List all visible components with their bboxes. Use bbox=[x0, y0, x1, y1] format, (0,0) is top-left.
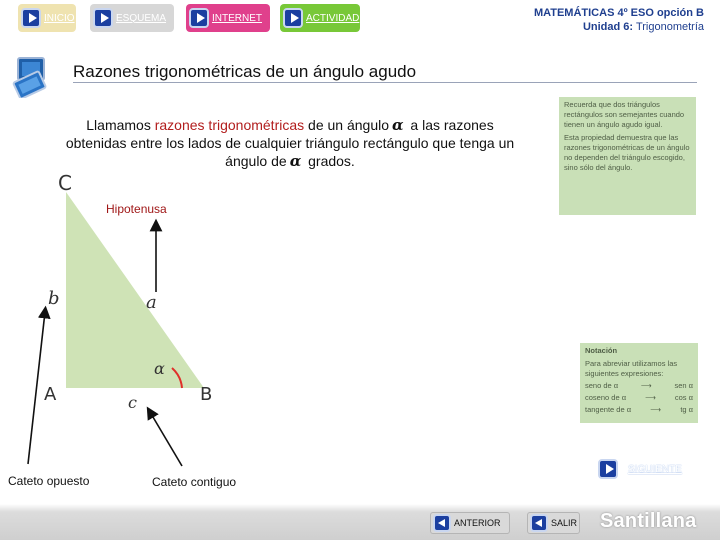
arrow-icon: ⟶ bbox=[645, 393, 656, 402]
side-a-label: a bbox=[146, 292, 157, 313]
page-title: Razones trigonométricas de un ángulo agudo bbox=[73, 62, 417, 81]
intro-part3: a las razones obtenidas entre los lados de cualquier triángulo rectángulo que tenga un ángulo de bbox=[65, 117, 515, 169]
actividad-label: ACTIVIDAD bbox=[306, 12, 360, 24]
arrow-icon: ⟶ bbox=[650, 405, 662, 414]
notation-abbr: tg α bbox=[680, 405, 693, 414]
vertex-b-label: B bbox=[200, 384, 213, 405]
anterior-button[interactable] bbox=[430, 512, 510, 534]
notation-term: coseno de α bbox=[585, 393, 627, 402]
vertex-c-label: C bbox=[58, 171, 72, 195]
notation-abbr: sen α bbox=[674, 381, 693, 390]
intro-part4: grados. bbox=[304, 153, 355, 169]
side-b-label: b bbox=[48, 288, 60, 309]
vertex-a-label: A bbox=[44, 384, 57, 405]
cateto-contiguo-arrow bbox=[150, 412, 182, 466]
notation-text: Para abreviar utilizamos las siguientes expresiones: bbox=[585, 359, 678, 378]
back-arrow-icon bbox=[433, 514, 451, 532]
salir-label: SALIR bbox=[551, 518, 578, 528]
side-c-label: c bbox=[128, 393, 137, 410]
course-title: MATEMÁTICAS 4º ESO opción B bbox=[533, 7, 704, 19]
arrow-icon: ⟶ bbox=[640, 381, 652, 390]
notation-term: seno de α bbox=[585, 381, 619, 390]
intro-part2: de un ángulo bbox=[304, 117, 389, 133]
intro-part1: Llamamos bbox=[86, 117, 155, 133]
anterior-label: ANTERIOR bbox=[454, 518, 501, 528]
play-icon bbox=[598, 459, 618, 479]
siguiente-button[interactable] bbox=[598, 458, 682, 480]
santillana-logo: Santillana bbox=[600, 510, 697, 532]
cateto-opuesto-arrow bbox=[28, 312, 45, 464]
siguiente-label: SIGUIENTE bbox=[628, 463, 682, 475]
angle-alpha-label: α bbox=[154, 359, 165, 378]
hipotenusa-label: Hipotenusa bbox=[106, 202, 167, 216]
reminder-paragraph-2: Esta propiedad demuestra que las razones trigonométricas de un ángulo no dependen del triángulo escogido, sino sólo del ángulo. bbox=[564, 133, 690, 172]
internet-label: INTERNET bbox=[212, 12, 262, 24]
notation-heading: Notación bbox=[585, 346, 618, 355]
intro-highlight: razones trigonométricas bbox=[154, 117, 305, 133]
notation-abbr: cos α bbox=[674, 393, 693, 402]
alpha-symbol: α bbox=[392, 116, 404, 134]
reminder-paragraph-1: Recuerda que dos triángulos rectángulos son semejantes cuando tienen un ángulo agudo igual. bbox=[564, 100, 685, 129]
notation-term: tangente de α bbox=[585, 405, 632, 414]
salir-button[interactable] bbox=[527, 512, 580, 534]
back-arrow-icon bbox=[530, 514, 548, 532]
esquema-label: ESQUEMA bbox=[116, 12, 167, 24]
unit-label: Unidad 6: bbox=[582, 21, 634, 33]
cateto-opuesto-label: Cateto opuesto bbox=[8, 474, 90, 488]
unit-name: Trigonometría bbox=[635, 21, 704, 33]
cateto-contiguo-label: Cateto contiguo bbox=[152, 475, 237, 489]
inicio-label: INICIO bbox=[44, 12, 75, 24]
alpha-symbol: α bbox=[289, 152, 302, 170]
